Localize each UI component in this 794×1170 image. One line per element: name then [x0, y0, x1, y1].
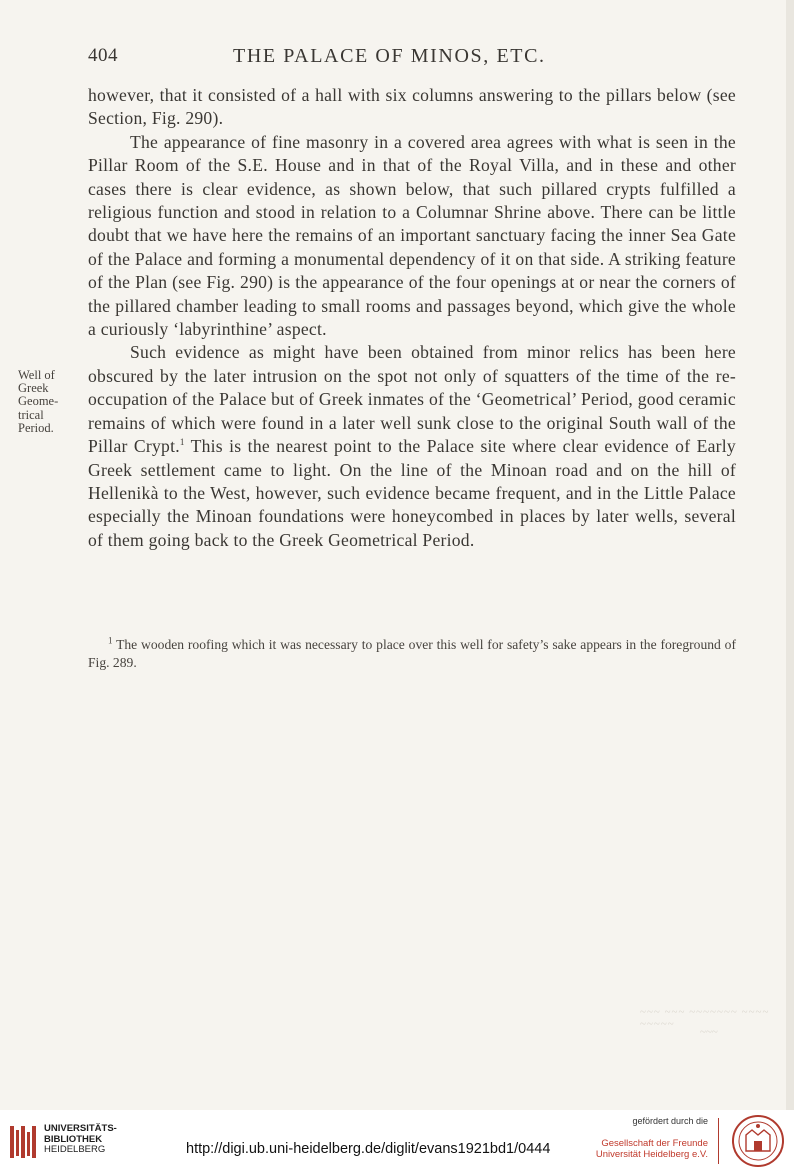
footnote — [88, 636, 736, 672]
page-header — [88, 45, 736, 71]
page-number: 404 — [88, 45, 118, 66]
margin-note — [18, 369, 78, 435]
university-seal-icon — [728, 1113, 788, 1169]
running-title: THE PALACE OF MINOS, ETC. — [233, 45, 546, 67]
library-name-line: HEIDELBERG — [44, 1144, 106, 1155]
paragraph-text: Such evidence as might have been obtained from minor relics has been here obscured by the later intrusion on the spot not only of squatters of the time of the re-occupation of the Palace but of Greek inmates of the ‘Geometrical’ Period, good ceramic remains of which were found in a later well sunk close to the original South wall of the Pillar Crypt. — [88, 342, 736, 457]
sponsor-block — [596, 1116, 708, 1160]
footnote-marker: 1 — [108, 635, 113, 646]
bleed-through-text: ~~~ ~~~ ~~~~~~~ ~~~~ ~~~~~ — [640, 1006, 770, 1030]
footnote-reference[interactable]: 1 — [179, 437, 185, 448]
footer-divider — [718, 1118, 719, 1164]
library-name — [44, 1124, 117, 1156]
margin-note-line: Geome- — [18, 394, 59, 409]
paragraph: however, that it consisted of a hall with six columns answering to the pillars below (see Section, Fig. 290). — [88, 85, 736, 129]
footnote-text: The wooden roofing which it was necessary to place over this well for safety’s sake appears in the foreground of Fig. 289. — [88, 637, 736, 670]
library-name-line: UNIVERSITÄTS- — [44, 1123, 117, 1134]
paragraph: The appearance of fine masonry in a covered area agrees with what is seen in the Pillar Room of the S.E. House and in that of the Royal Villa, and in these and other cases there is clear evidence, as shown below, that such pillared crypts fulfilled a religious function and stood in relation to a Columnar Shrine above. There can be little doubt that we have here the remains of an important sanctuary facing the inner Sea Gate of the Palace and forming a monumental dependency of it on that side. A striking feature of the Plan (see Fig. 290) is the appearance of the four openings at or near the corners of the pillared chamber leading to small rooms and passages beyond, which give the whole a curiously ‘labyrinthine’ aspect. — [88, 131, 736, 340]
paragraph — [88, 341, 736, 552]
paragraph-text: This is the nearest point to the Palace site where clear evidence of Early Greek settlement came to light. On the line of the Minoan road and on the hill of Hellenikà to the West, however, such evidence became frequent, and in the Little Palace especially the Minoan foundations were honeycombed in places by later wells, several of them going back to the Greek Geometrical Period. — [88, 436, 736, 550]
library-name-line: BIBLIOTHEK — [44, 1133, 103, 1145]
permalink-url[interactable]: http://digi.ub.uni-heidelberg.de/diglit/evans1921bd1/0444 — [186, 1141, 551, 1157]
body-text — [88, 84, 736, 552]
page-edge — [786, 0, 794, 1170]
bleed-through-text: ~~~ — [700, 1026, 718, 1038]
margin-note-line: Greek — [18, 381, 49, 396]
digitization-footer — [0, 1110, 794, 1170]
university-library-logo-icon — [8, 1122, 38, 1162]
sponsor-name — [596, 1138, 708, 1160]
margin-note-line: Period. — [18, 420, 54, 435]
sponsored-by-label: gefördert durch die — [632, 1116, 708, 1126]
margin-note-line: Well of — [18, 368, 55, 382]
sponsor-name-line: Universität Heidelberg e.V. — [595, 1149, 708, 1160]
sponsor-name-line: Gesellschaft der Freunde — [601, 1138, 708, 1149]
margin-note-line: trical — [18, 407, 44, 422]
